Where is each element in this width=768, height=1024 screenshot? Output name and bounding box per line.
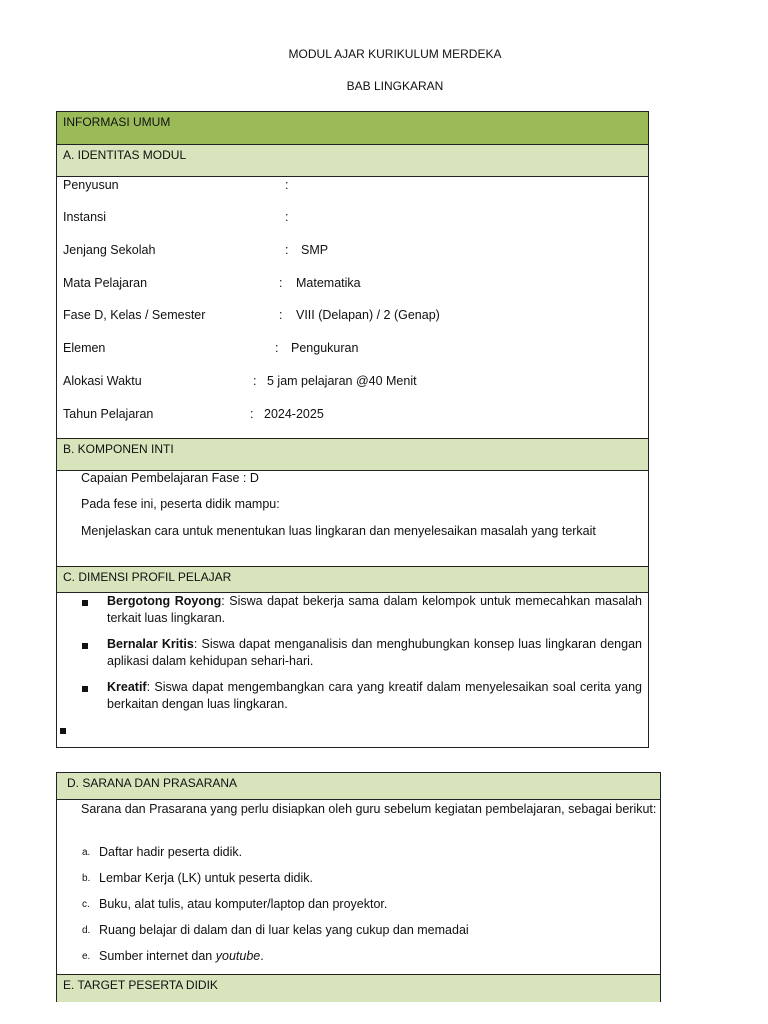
identitas-label: Jenjang Sekolah: [63, 243, 156, 257]
list-marker: d.: [82, 925, 91, 936]
item-text: Sumber internet dan: [99, 949, 216, 963]
identitas-label: Instansi: [63, 210, 107, 224]
identitas-value: Pengukuran: [291, 341, 359, 355]
identitas-colon: :: [279, 276, 283, 290]
identitas-label: Alokasi Waktu: [63, 374, 142, 388]
bullet-icon: [82, 643, 88, 649]
list-marker: e.: [82, 951, 91, 962]
list-marker: a.: [82, 847, 91, 858]
section-a-header: A. IDENTITAS MODUL: [57, 145, 648, 177]
identitas-value: SMP: [301, 243, 329, 257]
identitas-colon: :: [285, 178, 289, 192]
section-b-header: B. KOMPONEN INTI: [57, 438, 648, 471]
section-e-header: E. TARGET PESERTA DIDIK: [57, 974, 660, 1002]
profil-item: [107, 679, 642, 713]
profil-title: Bergotong Royong: [107, 594, 222, 608]
identitas-value: VIII (Delapan) / 2 (Genap): [296, 308, 440, 322]
identitas-value: Matematika: [296, 276, 361, 290]
document-title: MODUL AJAR KURIKULUM MERDEKA: [288, 47, 502, 61]
identitas-label: Elemen: [63, 341, 106, 355]
identitas-colon: :: [285, 243, 289, 257]
identitas-label: Penyusun: [63, 178, 119, 192]
profil-item: [107, 636, 642, 670]
identitas-colon: :: [253, 374, 257, 388]
info-umum-table: [56, 111, 649, 748]
list-item: Daftar hadir peserta didik.: [99, 845, 243, 859]
item-text-end: .: [260, 949, 264, 963]
identitas-colon: :: [279, 308, 283, 322]
cp-title: Capaian Pembelajaran Fase : D: [81, 471, 259, 485]
sarana-table: [56, 772, 661, 1002]
identitas-label: Fase D, Kelas / Semester: [63, 308, 206, 322]
profil-text: : Siswa dapat menganalisis dan menghubungkan konsep luas lingkaran dengan aplikasi dalam kehidupan sehari-hari.: [107, 637, 642, 668]
item-italic: youtube: [215, 949, 261, 963]
section-d-header: D. SARANA DAN PRASARANA: [57, 773, 660, 800]
identitas-colon: :: [285, 210, 289, 224]
cp-intro: Pada fese ini, peserta didik mampu:: [81, 497, 280, 511]
section-c-header: C. DIMENSI PROFIL PELAJAR: [57, 566, 648, 593]
identitas-value: 5 jam pelajaran @40 Menit: [267, 374, 417, 388]
profil-title: Bernalar Kritis: [107, 637, 194, 651]
profil-text: : Siswa dapat bekerja sama dalam kelompok untuk memecahkan masalah terkait luas lingkaran.: [107, 594, 642, 625]
identitas-colon: :: [275, 341, 279, 355]
list-marker: c.: [82, 899, 90, 910]
list-item: Ruang belajar di dalam dan di luar kelas yang cukup dan memadai: [99, 923, 469, 937]
profil-text: : Siswa dapat mengembangkan cara yang kreatif dalam menyelesaikan soal cerita yang berkaitan dengan luas lingkaran.: [107, 680, 642, 711]
bullet-icon: [82, 686, 88, 692]
profil-title: Kreatif: [107, 680, 147, 694]
profil-item: [107, 593, 642, 627]
cp-text: Menjelaskan cara untuk menentukan luas lingkaran dan menyelesaikan masalah yang terkait: [81, 524, 596, 538]
list-item: Lembar Kerja (LK) untuk peserta didik.: [99, 871, 313, 885]
identitas-label: Mata Pelajaran: [63, 276, 148, 290]
bullet-icon: [60, 728, 66, 734]
bullet-icon: [82, 600, 88, 606]
document-subtitle: BAB LINGKARAN: [346, 79, 444, 93]
info-umum-header: INFORMASI UMUM: [57, 112, 648, 145]
list-item: Buku, alat tulis, atau komputer/laptop dan proyektor.: [99, 897, 388, 911]
identitas-colon: :: [250, 407, 254, 421]
identitas-label: Tahun Pelajaran: [63, 407, 154, 421]
list-marker: b.: [82, 873, 91, 884]
sarana-intro: Sarana dan Prasarana yang perlu disiapkan oleh guru sebelum kegiatan pembelajaran, sebagai berikut:: [81, 802, 657, 816]
list-item: [99, 949, 264, 963]
identitas-value: 2024-2025: [264, 407, 324, 421]
